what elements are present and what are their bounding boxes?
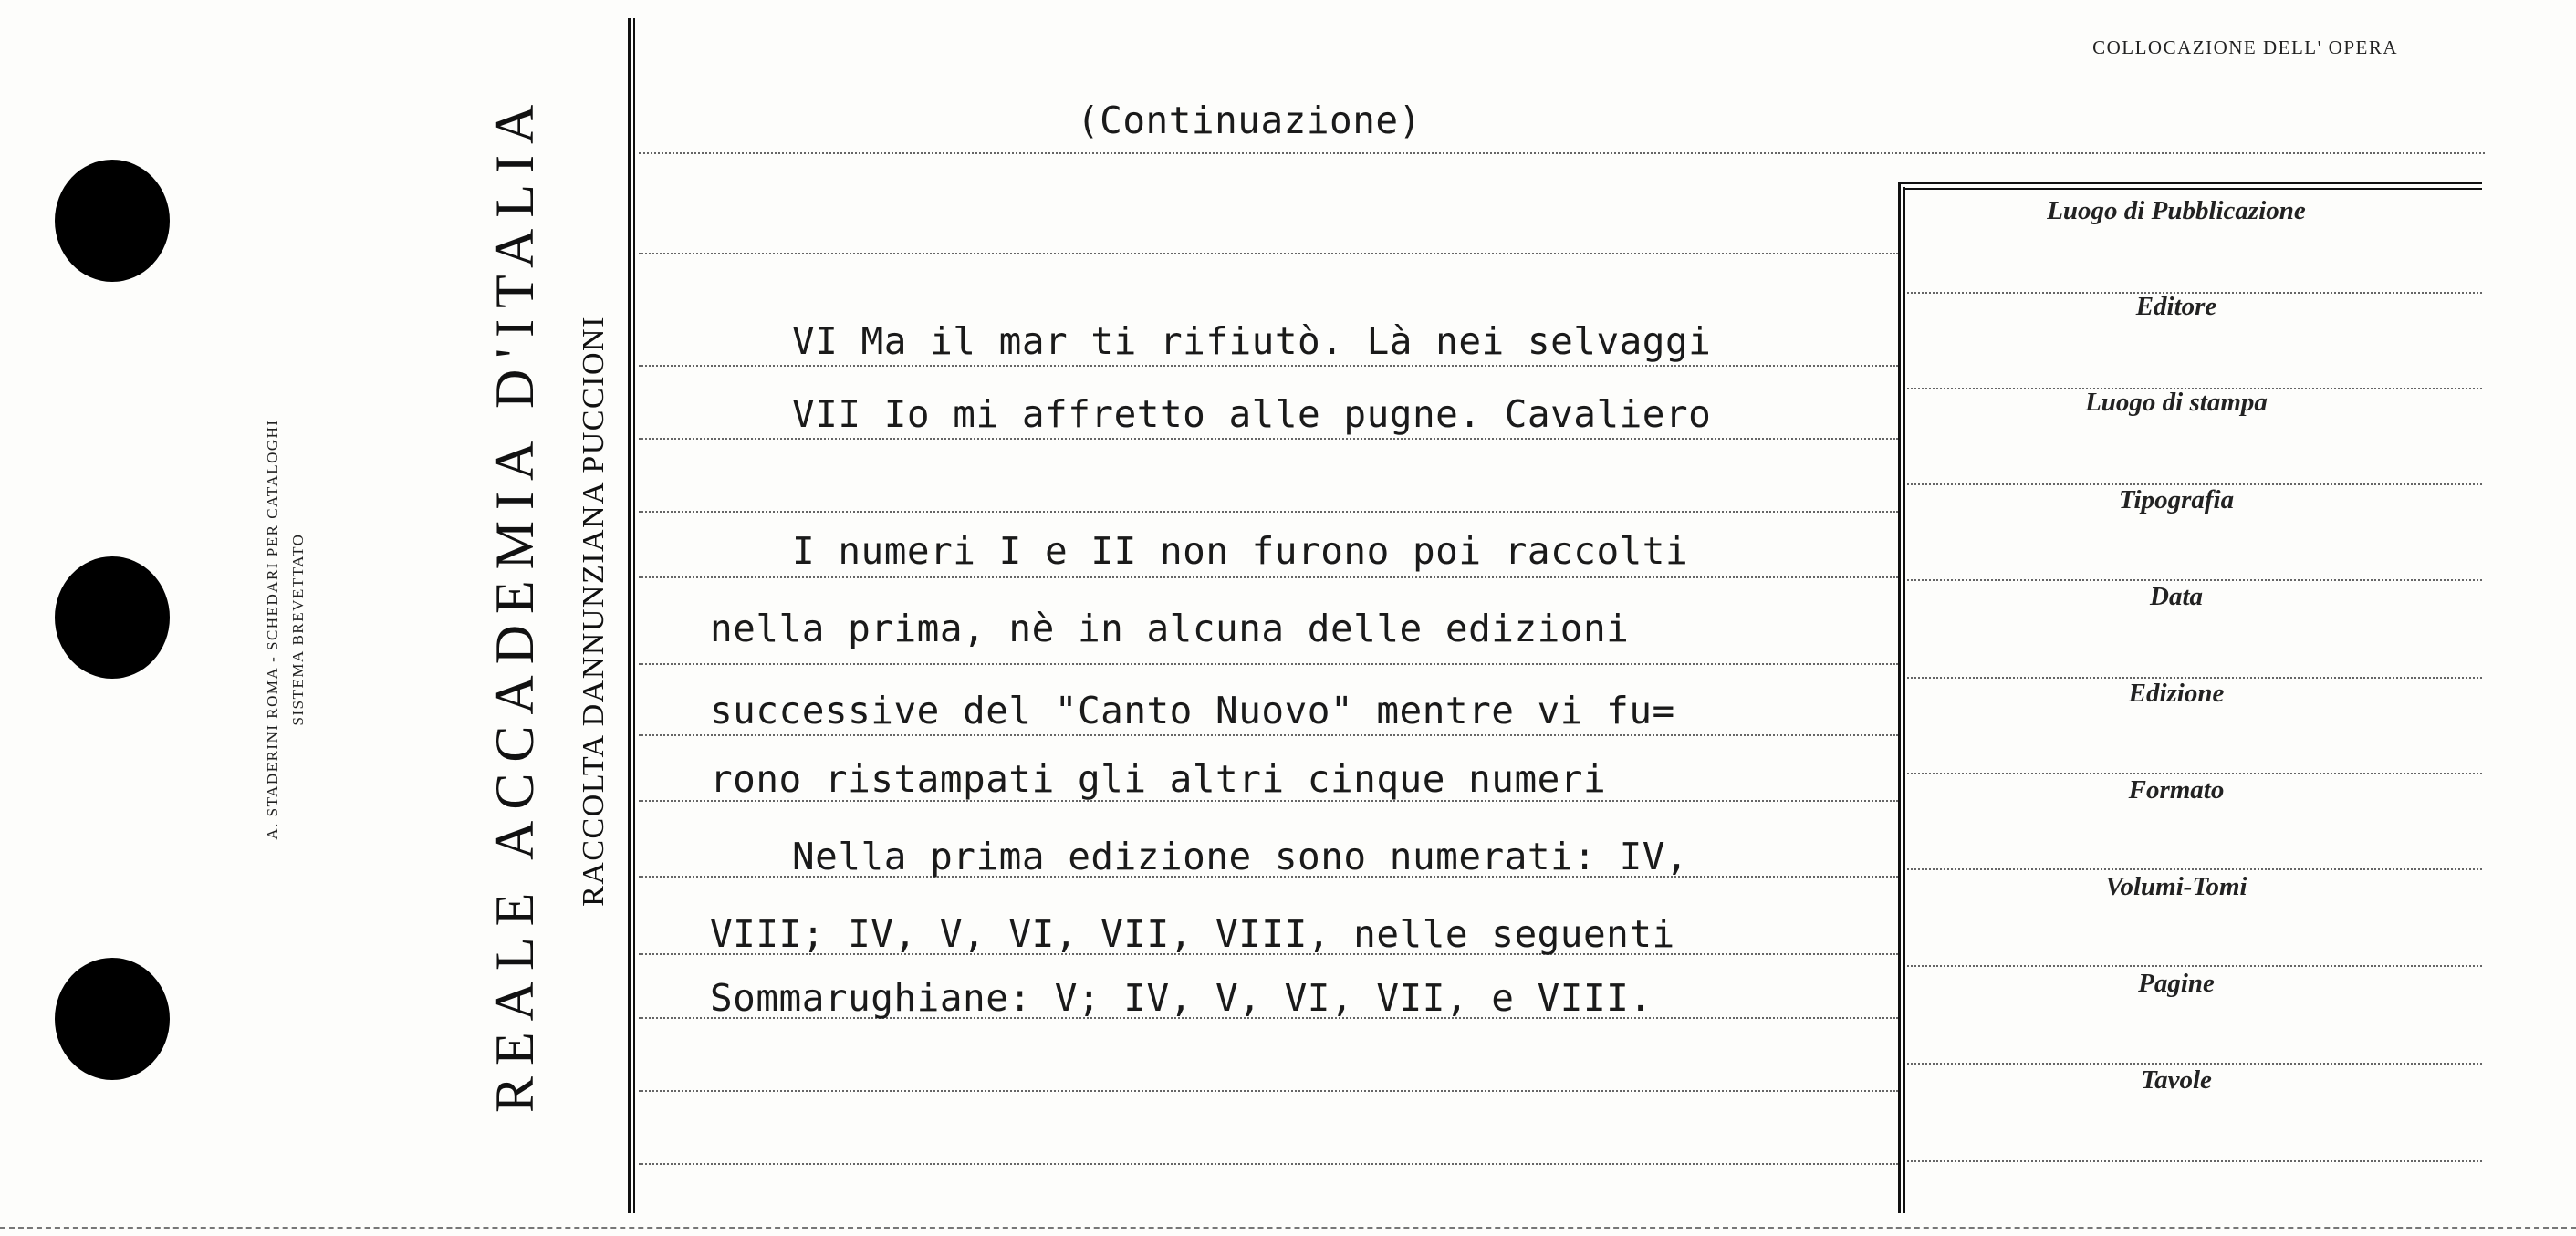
maker-imprint [260, 338, 311, 921]
field-pagine: Pagine [2138, 969, 2215, 998]
field-rule-8 [1907, 965, 2482, 967]
rule-3 [639, 365, 1898, 367]
card-bottom-edge [0, 1227, 2576, 1229]
field-rule-7 [1907, 868, 2482, 870]
typed-line-4: nella prima, nè in alcuna delle edizioni [710, 607, 1630, 650]
field-column-top-line-inner [1903, 188, 2482, 190]
typed-line-3: I numeri I e II non furono poi raccolti [792, 529, 1689, 573]
typed-line-9: Sommarughiane: V; IV, V, VI, VII, e VIII. [710, 976, 1653, 1020]
field-editore: Editore [2135, 292, 2217, 321]
field-rule-4 [1907, 579, 2482, 581]
field-edizione: Edizione [2128, 679, 2225, 708]
collocazione-heading: COLLOCAZIONE DELL' OPERA [2092, 36, 2398, 58]
typed-line-1: VI Ma il mar ti rifiutò. Là nei selvaggi [792, 319, 1712, 363]
field-luogo-stampa: Luogo di stampa [2085, 388, 2268, 417]
field-rule-9 [1907, 1063, 2482, 1065]
collection-title: RACCOLTA DANNUNZIANA PUCCIONI [577, 316, 610, 907]
institution-title: REALE ACCADEMIA D'ITALIA [485, 93, 545, 1113]
field-data: Data [2150, 582, 2203, 611]
field-column-line-inner [1903, 187, 1905, 1213]
maker-line-2: SISTEMA BREVETTATO [289, 533, 307, 726]
field-tavole: Tavole [2141, 1065, 2212, 1095]
rule-13 [639, 1090, 1898, 1092]
field-tipografia: Tipografia [2118, 485, 2235, 514]
rule-1 [639, 152, 2485, 154]
rule-7 [639, 663, 1898, 665]
typed-line-7: Nella prima edizione sono numerati: IV, [792, 835, 1689, 878]
punch-hole-top [55, 160, 170, 282]
field-luogo-pubblicazione: Luogo di Pubblicazione [2047, 196, 2306, 225]
field-volumi-tomi: Volumi-Tomi [2105, 872, 2247, 901]
rule-5 [639, 511, 1898, 513]
left-margin-line [628, 18, 631, 1213]
punch-hole-bottom [55, 958, 170, 1080]
maker-line-1: A. STADERINI ROMA - SCHEDARI PER CATALOGHI [264, 419, 281, 840]
rule-8 [639, 734, 1898, 736]
rule-4 [639, 438, 1898, 440]
rule-14 [639, 1163, 1898, 1165]
field-column-line [1898, 182, 1901, 1213]
rule-2 [639, 253, 1898, 254]
continuation-line: (Continuazione) [1077, 99, 1422, 142]
typed-line-2: VII Io mi affretto alle pugne. Cavaliero [792, 392, 1712, 436]
typed-line-8: VIII; IV, V, VI, VII, VIII, nelle seguenti [710, 912, 1675, 956]
typed-line-5: successive del "Canto Nuovo" mentre vi fu= [710, 689, 1675, 732]
field-rule-6 [1907, 773, 2482, 774]
punch-hole-middle [55, 556, 170, 679]
typed-line-6: rono ristampati gli altri cinque numeri [710, 757, 1607, 801]
field-rule-10 [1907, 1160, 2482, 1162]
rule-6 [639, 576, 1898, 578]
left-margin-line-inner [633, 18, 635, 1213]
field-formato: Formato [2128, 775, 2225, 805]
field-column-top-line [1898, 182, 2482, 184]
